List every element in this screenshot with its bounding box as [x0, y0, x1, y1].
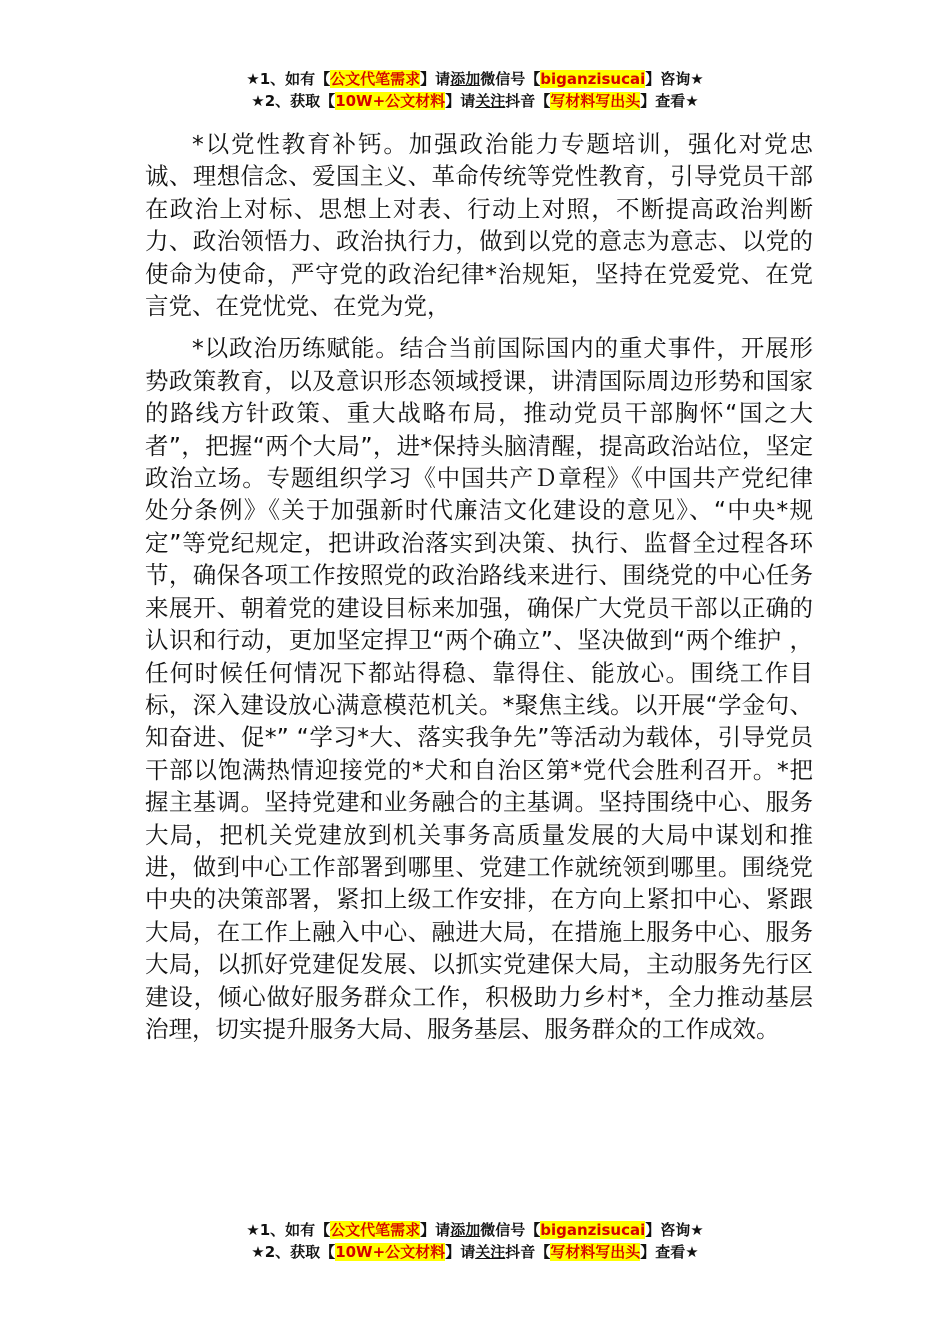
highlight-materials: 10W+公文材料	[335, 1243, 446, 1261]
highlight-wechat-id: biganzisucai	[540, 1221, 646, 1239]
promo-line-2	[0, 90, 950, 112]
highlight-service: 公文代笔需求	[330, 70, 421, 88]
underlined-add: 添加	[450, 1221, 481, 1239]
highlight-service: 公文代笔需求	[330, 1221, 421, 1239]
promo-text: 微信号【	[480, 70, 541, 88]
promo-text: 】咨询★	[645, 1221, 704, 1239]
promo-text: 】请	[445, 1243, 476, 1261]
promo-text: 】请	[420, 1221, 451, 1239]
promo-line-2	[0, 1241, 950, 1263]
promo-text: 】请	[445, 92, 476, 110]
promo-text: 微信号【	[480, 1221, 541, 1239]
promo-text: 】请	[420, 70, 451, 88]
promo-text: 】查看★	[640, 92, 699, 110]
promo-text: ★1、如有【	[246, 1221, 331, 1239]
promo-text: ★2、获取【	[251, 92, 336, 110]
promo-text: ★2、获取【	[251, 1243, 336, 1261]
document-body	[145, 128, 813, 1055]
underlined-follow: 关注	[475, 92, 506, 110]
highlight-wechat-id: biganzisucai	[540, 70, 646, 88]
highlight-douyin-account: 写材料写出头	[550, 92, 641, 110]
promo-text: ★1、如有【	[246, 70, 331, 88]
underlined-add: 添加	[450, 70, 481, 88]
promo-text: 】咨询★	[645, 70, 704, 88]
paragraph-political-training: *以政治历练赋能。结合当前国际国内的重犬事件，开展形势政策教育，以及意识形态领域授课，讲清国际周边形势和国家的路线方针政策、重大战略布局，推动党员干部胸怀“国之大者”，把握“两个大局”，进*保持头脑清醒，提高政治站位，坚定政治立场。专题组织学习《中国共产Ｄ章程》《中国共产党纪律处分条例》《关于加强新时代廉洁文化建设的意见》、“中央*规定”等党纪规定，把讲政治落实到决策、执行、监督全过程各环节，确保各项工作按照党的政治路线来进行、围绕党的中心任务来展开、朝着党的建设目标来加强，确保广大党员干部以正确的认识和行动，更加坚定捍卫“两个确立”、坚决做到“两个维护 ，任何时候任何情况下都站得稳、靠得住、能放心。围绕工作目标，深入建设放心满意模范机关。*聚焦主线。以开展“学金句、知奋进、促*” “学习*大、落实我争先”等活动为载体，引导党员干部以饱满热情迎接党的*犬和自治区第*党代会胜利召开。*把握主基调。坚持党建和业务融合的主基调。坚持围绕中心、服务大局，把机关党建放到机关事务高质量发展的大局中谋划和推进，做到中心工作部署到哪里、党建工作就统领到哪里。围绕党中央的决策部署，紧扣上级工作安排，在方向上紧扣中心、紧跟大局，在工作上融入中心、融进大局，在措施上服务中心、服务大局，以抓好党建促发展、以抓实党建保大局，主动服务先行区建设，倾心做好服务群众工作，积极助力乡村*，全力推动基层治理，切实提升服务大局、服务基层、服务群众的工作成效。	[145, 334, 813, 1043]
highlight-douyin-account: 写材料写出头	[550, 1243, 641, 1261]
promo-line-1	[0, 68, 950, 90]
promo-banner-bottom	[0, 1219, 950, 1263]
promo-text: 】查看★	[640, 1243, 699, 1261]
promo-banner-top	[0, 68, 950, 112]
promo-line-1	[0, 1219, 950, 1241]
paragraph-party-education: *以党性教育补钙。加强政治能力专题培训，强化对党忠诚、理想信念、爱国主义、革命传统等党性教育，引导党员干部在政治上对标、思想上对表、行动上对照，不断提高政治判断力、政治领悟力、政治执行力，做到以党的意志为意志、以党的使命为使命，严守党的政治纪律*治规矩，坚持在党爱党、在党言党、在党忧党、在党为党，	[145, 130, 813, 321]
underlined-follow: 关注	[475, 1243, 506, 1261]
highlight-materials: 10W+公文材料	[335, 92, 446, 110]
promo-text: 抖音【	[505, 1243, 551, 1261]
promo-text: 抖音【	[505, 92, 551, 110]
